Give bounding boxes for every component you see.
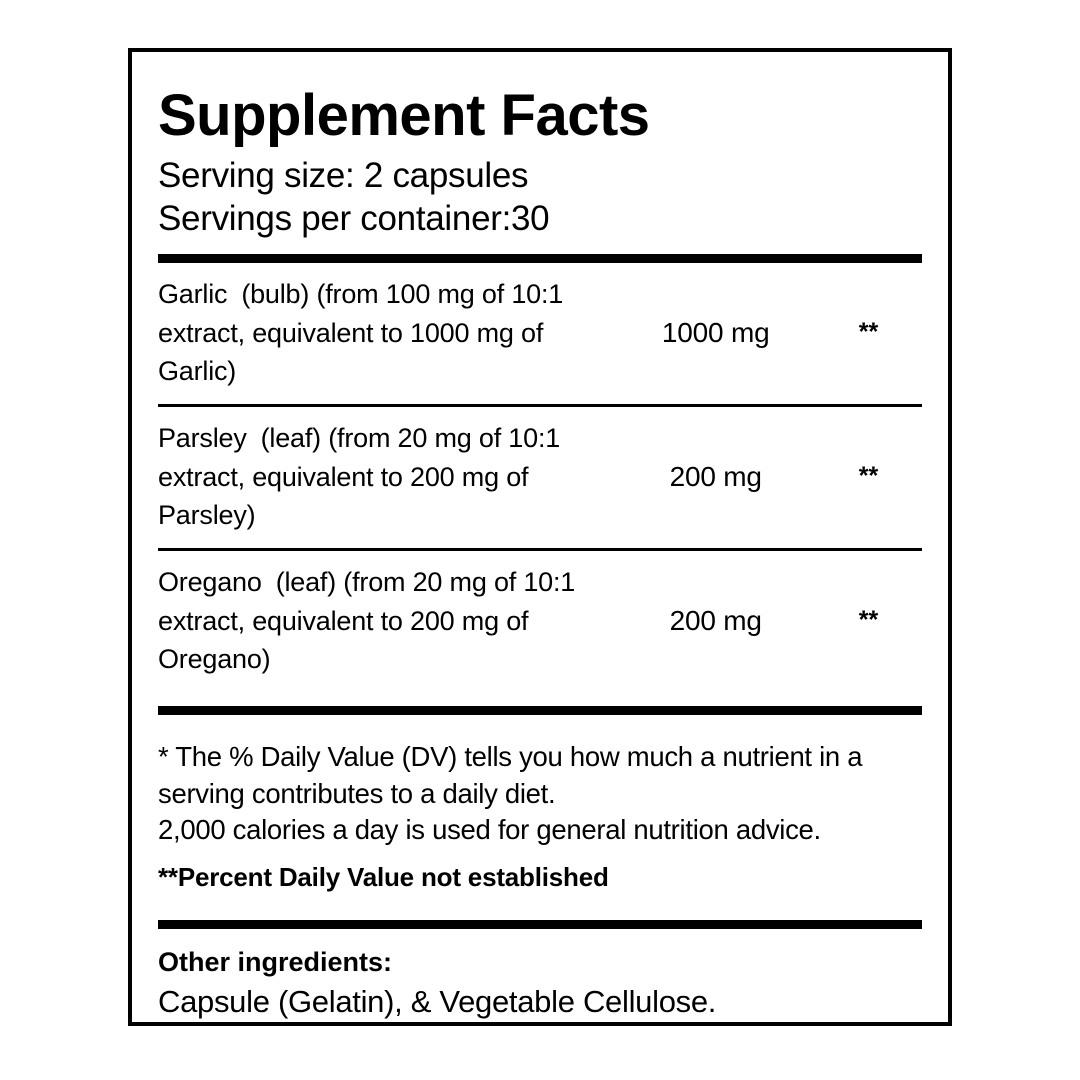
nutrient-source-0: (bulb) (from 100 mg of 10:1 extract, equivalent to 1000 mg of Garlic) [158, 279, 564, 386]
footnotes [158, 739, 922, 894]
nutrient-title-2: Oregano [158, 567, 262, 598]
supplement-facts-content [158, 72, 922, 1020]
other-ingredients-title: Other ingredients: [158, 947, 393, 978]
footnote-calories: 2,000 calories a day is used for general nutrition advice. [158, 813, 821, 845]
nutrient-title-0: Garlic [158, 279, 228, 310]
table-row [158, 407, 922, 548]
nutrient-name-1 [158, 419, 616, 534]
nutrient-name-cell [158, 407, 616, 548]
table-row [158, 263, 922, 404]
page-title: Supplement Facts [158, 83, 650, 148]
other-ingredients-rule [158, 920, 922, 929]
nutrient-amount-cell [616, 407, 815, 548]
nutrient-table [158, 263, 922, 692]
nutrient-dv-2: ** [858, 606, 879, 635]
table-row [158, 551, 922, 692]
footer-rule [158, 706, 922, 715]
nutrient-name-cell [158, 263, 616, 404]
nutrient-name-2 [158, 563, 616, 678]
supplement-facts-panel [128, 48, 952, 1026]
footnote-percent-dv: **Percent Daily Value not established [158, 862, 609, 893]
nutrient-name-cell [158, 551, 616, 692]
nutrient-dv-0: ** [858, 318, 879, 347]
header-rule [158, 254, 922, 263]
nutrient-amount-cell [616, 263, 815, 404]
servings-per-container-text: Servings per container:30 [158, 198, 550, 238]
serving-size-text: Serving size: 2 capsules [158, 155, 529, 195]
nutrient-title-1: Parsley [158, 423, 247, 454]
footnote-dv-explanation: * The % Daily Value (DV) tells you how much a nutrient in a serving contributes to a daily diet. [158, 741, 863, 809]
nutrient-source-1: (leaf) (from 20 mg of 10:1 extract, equivalent to 200 mg of Parsley) [158, 423, 561, 530]
nutrient-amount-cell [616, 551, 815, 692]
nutrient-source-2: (leaf) (from 20 mg of 10:1 extract, equivalent to 200 mg of Oregano) [158, 567, 576, 674]
nutrient-amount-2: 200 mg [669, 604, 762, 636]
nutrient-dv-cell [815, 551, 922, 692]
nutrient-dv-cell [815, 263, 922, 404]
nutrient-dv-cell [815, 407, 922, 548]
nutrient-name-0 [158, 275, 616, 390]
nutrient-amount-1: 200 mg [669, 460, 762, 492]
nutrient-dv-1: ** [858, 462, 879, 491]
other-ingredients-body: Capsule (Gelatin), & Vegetable Cellulose. [158, 984, 717, 1020]
nutrient-amount-0: 1000 mg [661, 316, 770, 348]
